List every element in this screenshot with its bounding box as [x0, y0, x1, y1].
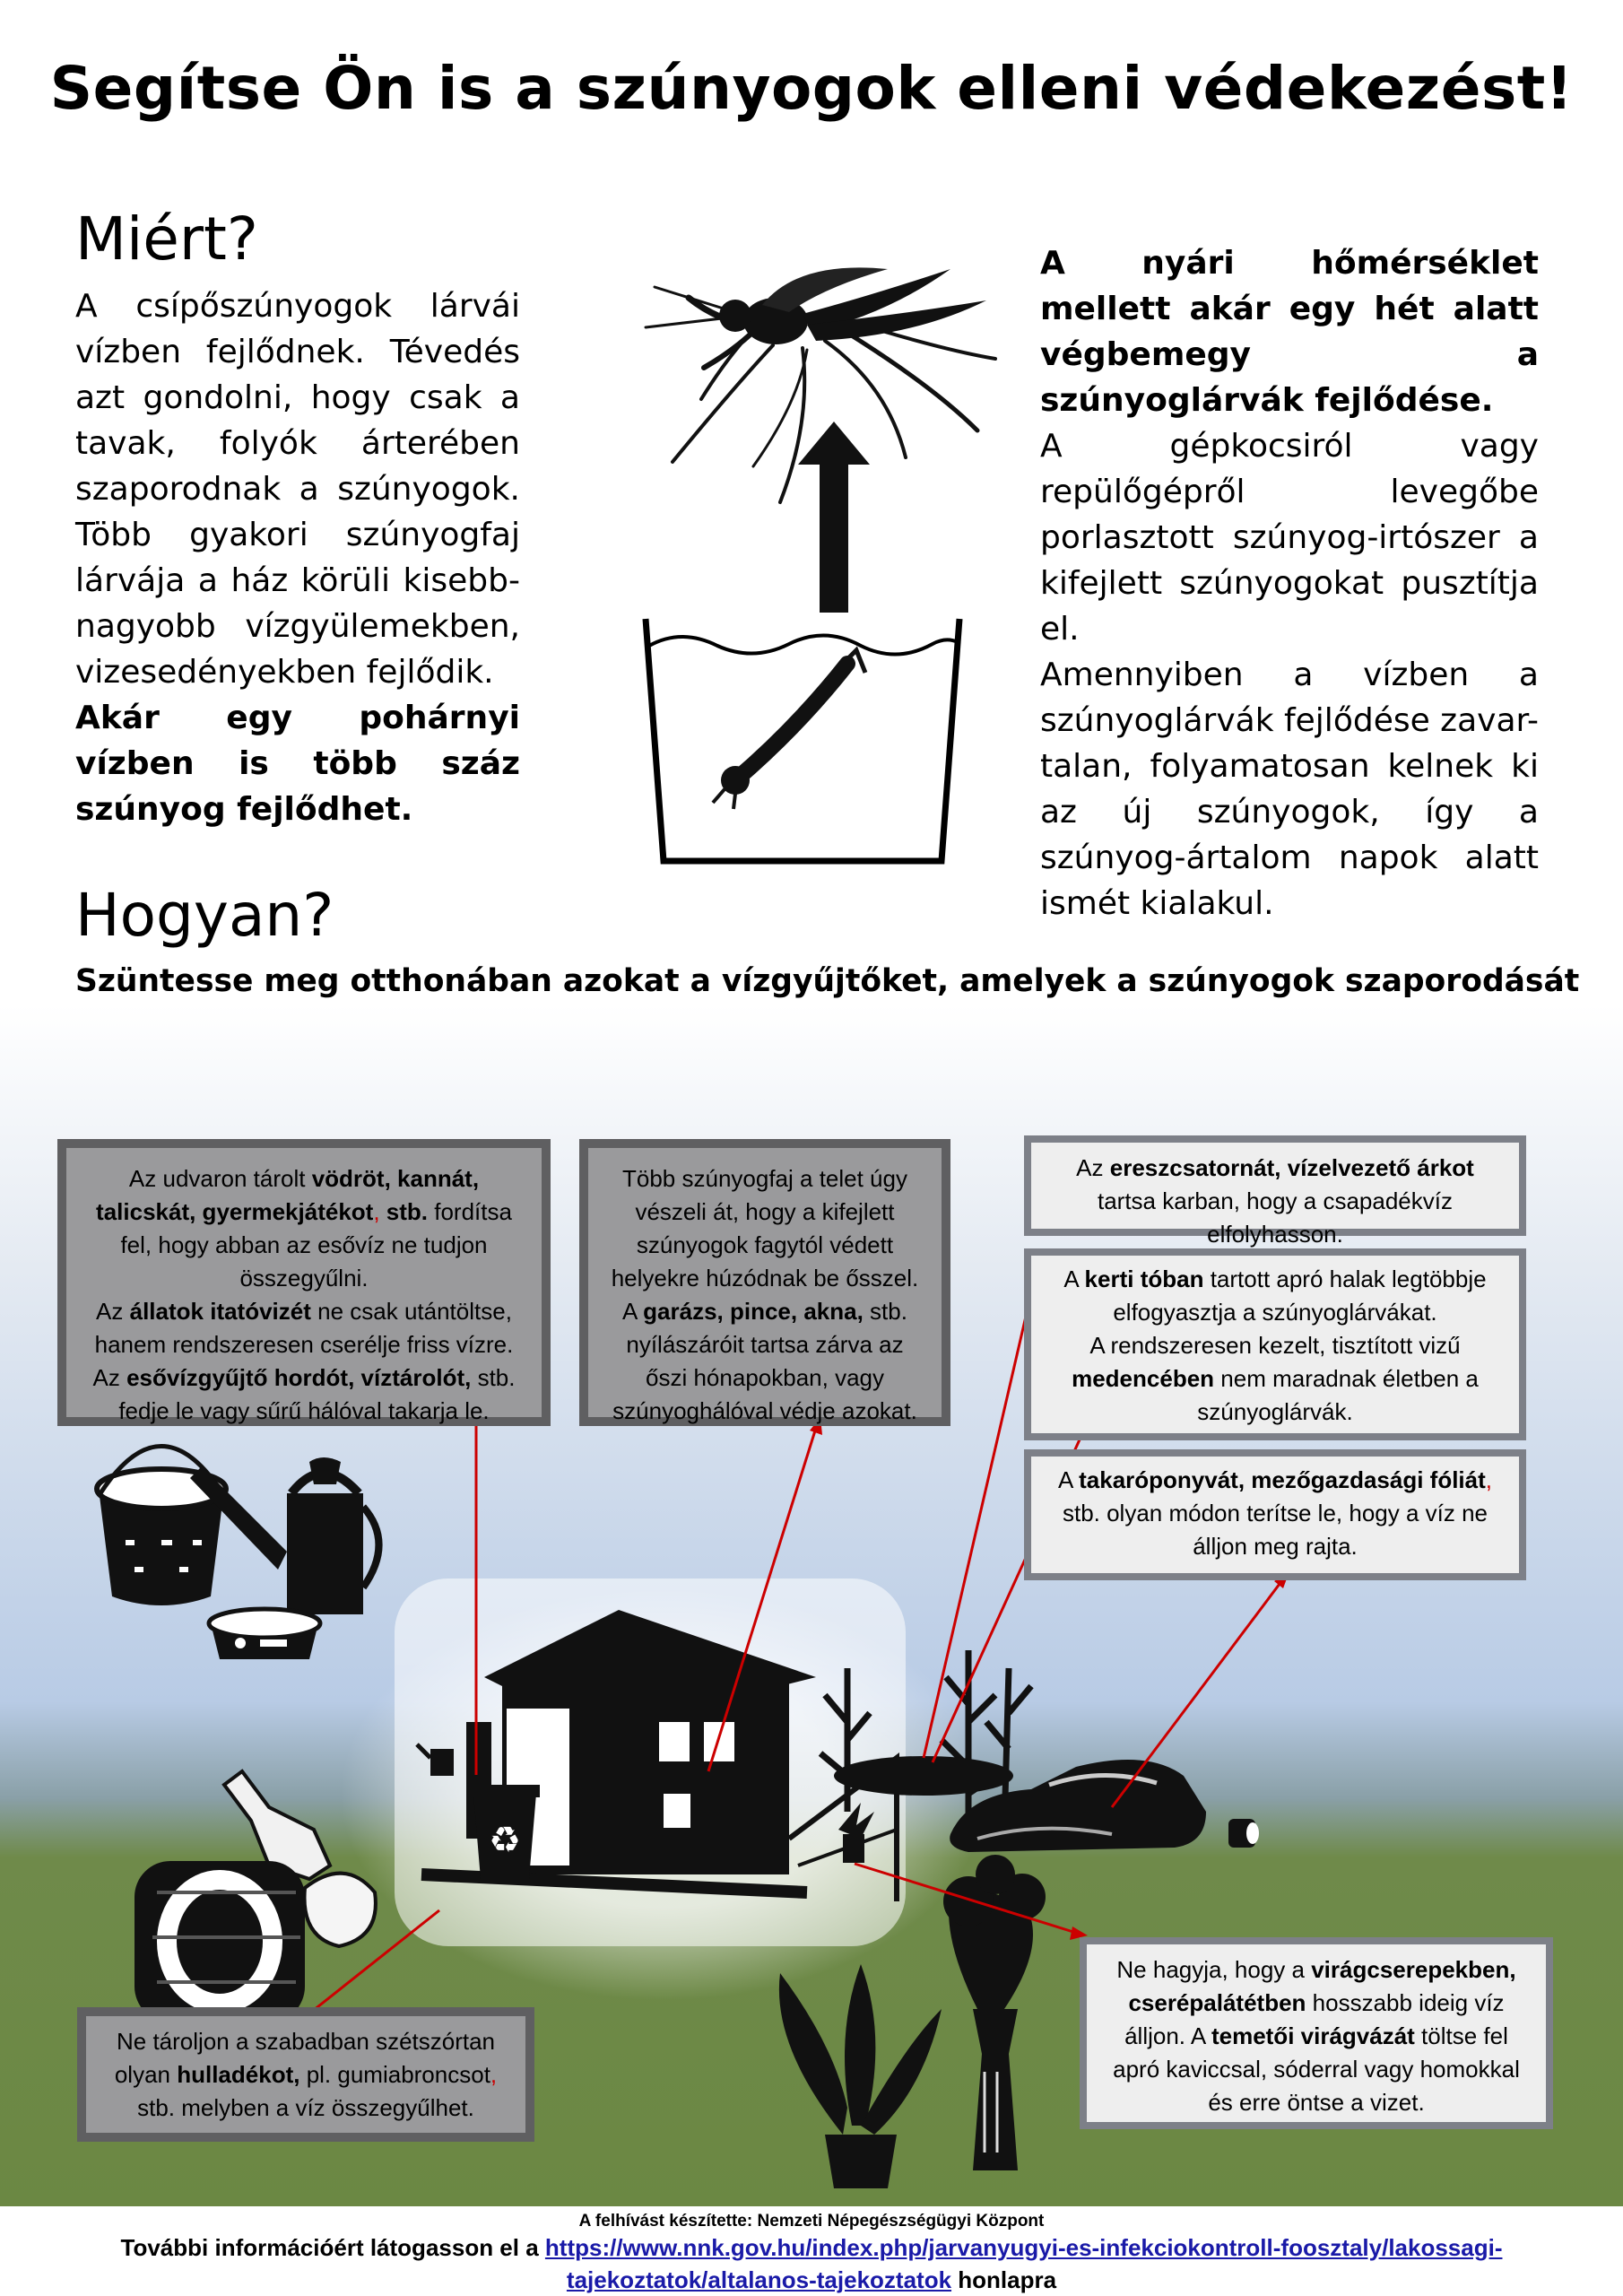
garden-pond-icon [834, 1756, 1013, 1796]
footer-credit: A felhívást készítette: Nemzeti Népegészségügyi Központ [578, 2212, 1045, 2231]
how-heading: Hogyan? [75, 881, 334, 950]
tip-box-pond [1031, 1256, 1519, 1433]
svg-text:♻: ♻ [489, 1820, 521, 1861]
tip-waste-text: Ne tároljon a szabadban szétszórtan olyan hulladékot, pl. gumiabroncsot, stb. melyben a víz összegyűlhet. [114, 2028, 498, 2121]
why-heading: Miért? [75, 204, 258, 274]
tip-yard-line1: Az udvaron tárolt vödröt, kannát, talicskát, gyermekjátékot, stb. fordítsa fel, hogy abban az esővíz ne tudjon összegyűlni. [96, 1165, 512, 1292]
tip-pond-line1: A kerti tóban tartott apró halak legtöbbje elfogyasztja a szúnyoglárvákat. [1063, 1265, 1487, 1326]
recycling-bin-icon [470, 1785, 540, 1879]
pet-bowl-icon [209, 1609, 320, 1659]
tip-gutter-text: Az ereszcsatornát, vízelvezető árkot tartsa karban, hogy a csapadékvíz elfolyhasson. [1076, 1154, 1474, 1248]
tip-box-waste [86, 2016, 525, 2133]
tip-yard-line2: Az állatok itatóvizét ne csak utántöltse, hanem rendszeresen cserélje friss vízre. [94, 1298, 514, 1358]
summer-text-1: A gépkocsiról vagy repülőgépről levegőbe porlasztott szúnyog-irtószer a kifejlett szúnyogokat pusztítja el. [1040, 428, 1539, 648]
tip-pond-line2: A rendszeresen kezelt, tisztított vizű medencében nem maradnak életben a szúnyoglárvák. [1072, 1332, 1479, 1425]
nnk-link[interactable]: https://www.nnk.gov.hu/index.php/jarvanyugyi-es-infekciokontroll-foosztaly/lakossagi-tajekoztatok/altalanos-tajekoztatok [544, 2234, 1503, 2293]
mosquito-larva-icon [713, 650, 865, 809]
tip-box-flower-pots [1087, 1944, 1546, 2122]
page-title: Segítse Ön is a szúnyogok elleni védekezést! [49, 54, 1574, 123]
footer-info: További információért látogasson el a https://www.nnk.gov.hu/index.php/jarvanyugyi-es-infekciokontroll-foosztaly/lakossagi-tajekoztatok/altalanos-tajekoztatok honlapra [120, 2234, 1503, 2293]
barrels-icon [1228, 1819, 1259, 1848]
tip-pots-text: Ne hagyja, hogy a virágcserepekben, cserépalátétben hosszabb ideig víz álljon. A temetői virágvázát töltse fel apró kaviccsal, sóderral vagy homokkal és erre öntse a vizet. [1113, 1956, 1520, 2116]
summer-text-2: Amennyiben a vízben a szúnyoglárvák fejlődése zavar-talan, folyamatosan kelnek ki az új szúnyogok, így a szúnyog-ártalom napok alatt ismét kialakul. [1040, 657, 1539, 922]
up-arrow-icon [798, 422, 870, 613]
why-bold-text: Akár egy pohárnyi vízben is több száz szúnyog fejlődhet. [75, 700, 520, 828]
summer-paragraph [1040, 240, 1539, 926]
tip-winter-text: Több szúnyogfaj a telet úgy vészeli át, hogy a kifejlett szúnyogok fagytól védett helyekre húzódnak be ősszel. A garázs, pince, akna, stb. nyílászáróit tartsa zárva az őszi hónapokban, vagy szúnyoghálóval védje azokat. [611, 1165, 919, 1424]
small-potted-plant-icon [838, 1803, 874, 1863]
tip-box-winter-shelter [588, 1148, 942, 1424]
water-glass-icon [646, 619, 959, 861]
jar-icon [304, 1874, 375, 1946]
tires-icon [135, 1861, 305, 2022]
why-paragraph [75, 283, 520, 832]
small-watering-can-icon [417, 1744, 454, 1776]
cemetery-vase-icon [943, 1855, 1046, 2170]
summer-bold-text: A nyári hőmérséklet mellett akár egy hét alatt végbemegy a szúnyoglárvák fejlődése. [1040, 245, 1539, 419]
tip-tarp-text: A takaróponyvát, mezőgazdasági fóliát, stb. olyan módon terítse le, hogy a víz ne álljon meg rajta. [1057, 1466, 1493, 1560]
mosquito-lifecycle-illustration [619, 242, 1049, 888]
tip-box-yard-containers [66, 1148, 542, 1424]
how-bold-text: Szüntesse meg otthonában azokat a vízgyűjtőket, amelyek a szúnyogok szaporodását [75, 963, 1580, 999]
potted-plant-icon [779, 1964, 942, 2188]
tip-yard-line3: Az esővízgyűjtő hordót, víztárolót, stb. fedje le vagy sűrű hálóval takarja le. [92, 1364, 516, 1424]
why-text: A csípőszúnyogok lárvái vízben fejlődnek. Tévedés azt gondolni, hogy csak a tavak, folyók árterében szaporodnak a szúnyogok. Több gyakori szúnyogfaj lárvája a ház körüli kisebb-nagyobb vízgyülemekben, vizesedényekben fejlődik. [75, 288, 520, 691]
tip-box-tarp [1031, 1457, 1519, 1573]
bucket-icon [97, 1447, 226, 1606]
tip-box-gutter [1031, 1143, 1519, 1248]
